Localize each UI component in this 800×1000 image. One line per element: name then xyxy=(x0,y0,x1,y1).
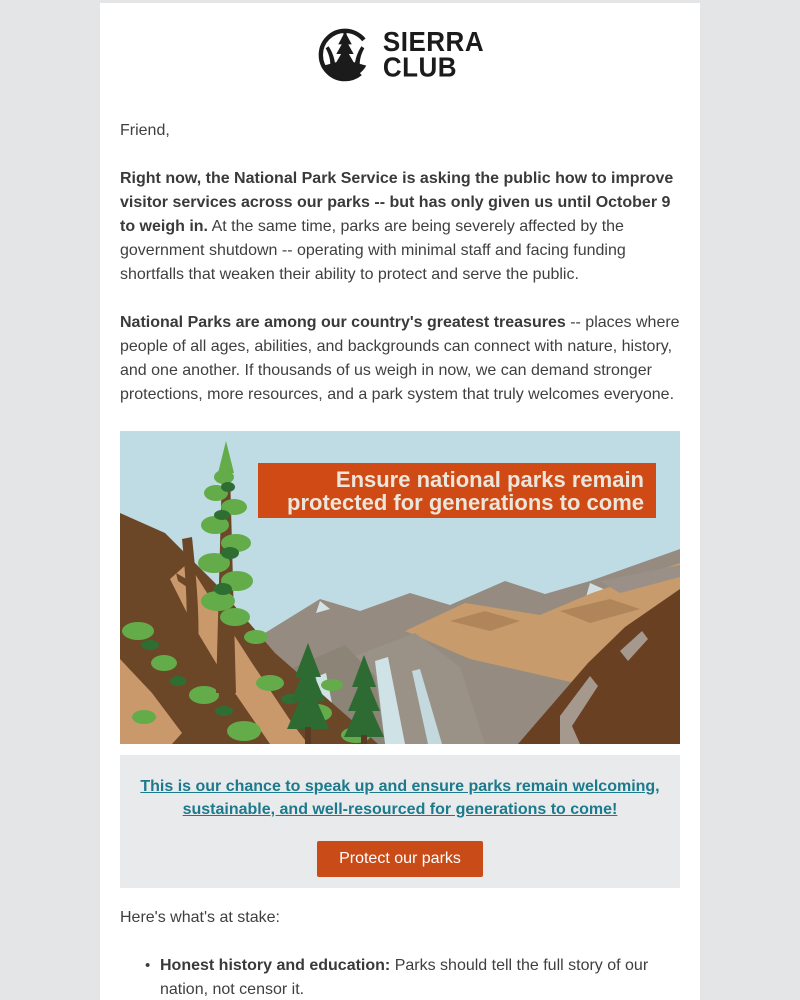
stake-item-honest-history xyxy=(160,954,680,1000)
email-body xyxy=(100,3,700,1000)
paragraph-treasures-bold: National Parks are among our country's greatest treasures xyxy=(120,314,566,331)
hero-banner xyxy=(258,463,656,518)
paragraph-deadline xyxy=(120,167,680,287)
greeting: Friend, xyxy=(120,122,170,139)
stake-list xyxy=(120,954,680,1000)
hero-illustration xyxy=(120,431,680,744)
paragraph-deadline-bold: Right now, the National Park Service is asking the public how to improve visitor services across our parks -- but has only given us until October 9 to weigh in. xyxy=(120,170,674,235)
cta-link-line1: This is our chance to speak up and ensure parks remain welcoming, xyxy=(140,778,660,795)
stake-item-bold: Honest history and education: xyxy=(160,957,391,974)
logo-word-club: CLUB xyxy=(382,50,458,84)
stake-intro: Here's what's at stake: xyxy=(120,909,280,926)
hero-banner-line2: protected for generations to come xyxy=(287,490,644,515)
cta-link[interactable] xyxy=(140,775,660,821)
paragraph-deadline-regular: At the same time, parks are being severely affected by the government shutdown -- operating with minimal staff and facing funding shortfalls that weaken their ability to protect and serve the public. xyxy=(120,218,626,283)
protect-our-parks-button[interactable]: Protect our parks xyxy=(317,841,483,877)
stake-item-regular: Parks should tell the full story of our nation, not censor it. xyxy=(160,957,649,998)
paragraph-treasures-regular: -- places where people of all ages, abilities, and backgrounds can connect with nature, history, and one another. If thousands of us weigh in now, we can demand stronger protections, more resources, and a park system that truly welcomes everyone. xyxy=(120,314,680,403)
logo-word-sierra: SIERRA xyxy=(382,24,485,58)
cta-box xyxy=(120,755,680,888)
email-content xyxy=(100,119,700,1000)
sierra-club-tree-icon xyxy=(316,25,374,83)
cta-link-line2: sustainable, and well-resourced for generations to come! xyxy=(182,801,618,818)
sierra-club-logo xyxy=(100,25,700,83)
logo-wordmark xyxy=(382,24,485,84)
paragraph-treasures xyxy=(120,311,680,407)
hero-banner-line1: Ensure national parks remain xyxy=(335,467,644,492)
